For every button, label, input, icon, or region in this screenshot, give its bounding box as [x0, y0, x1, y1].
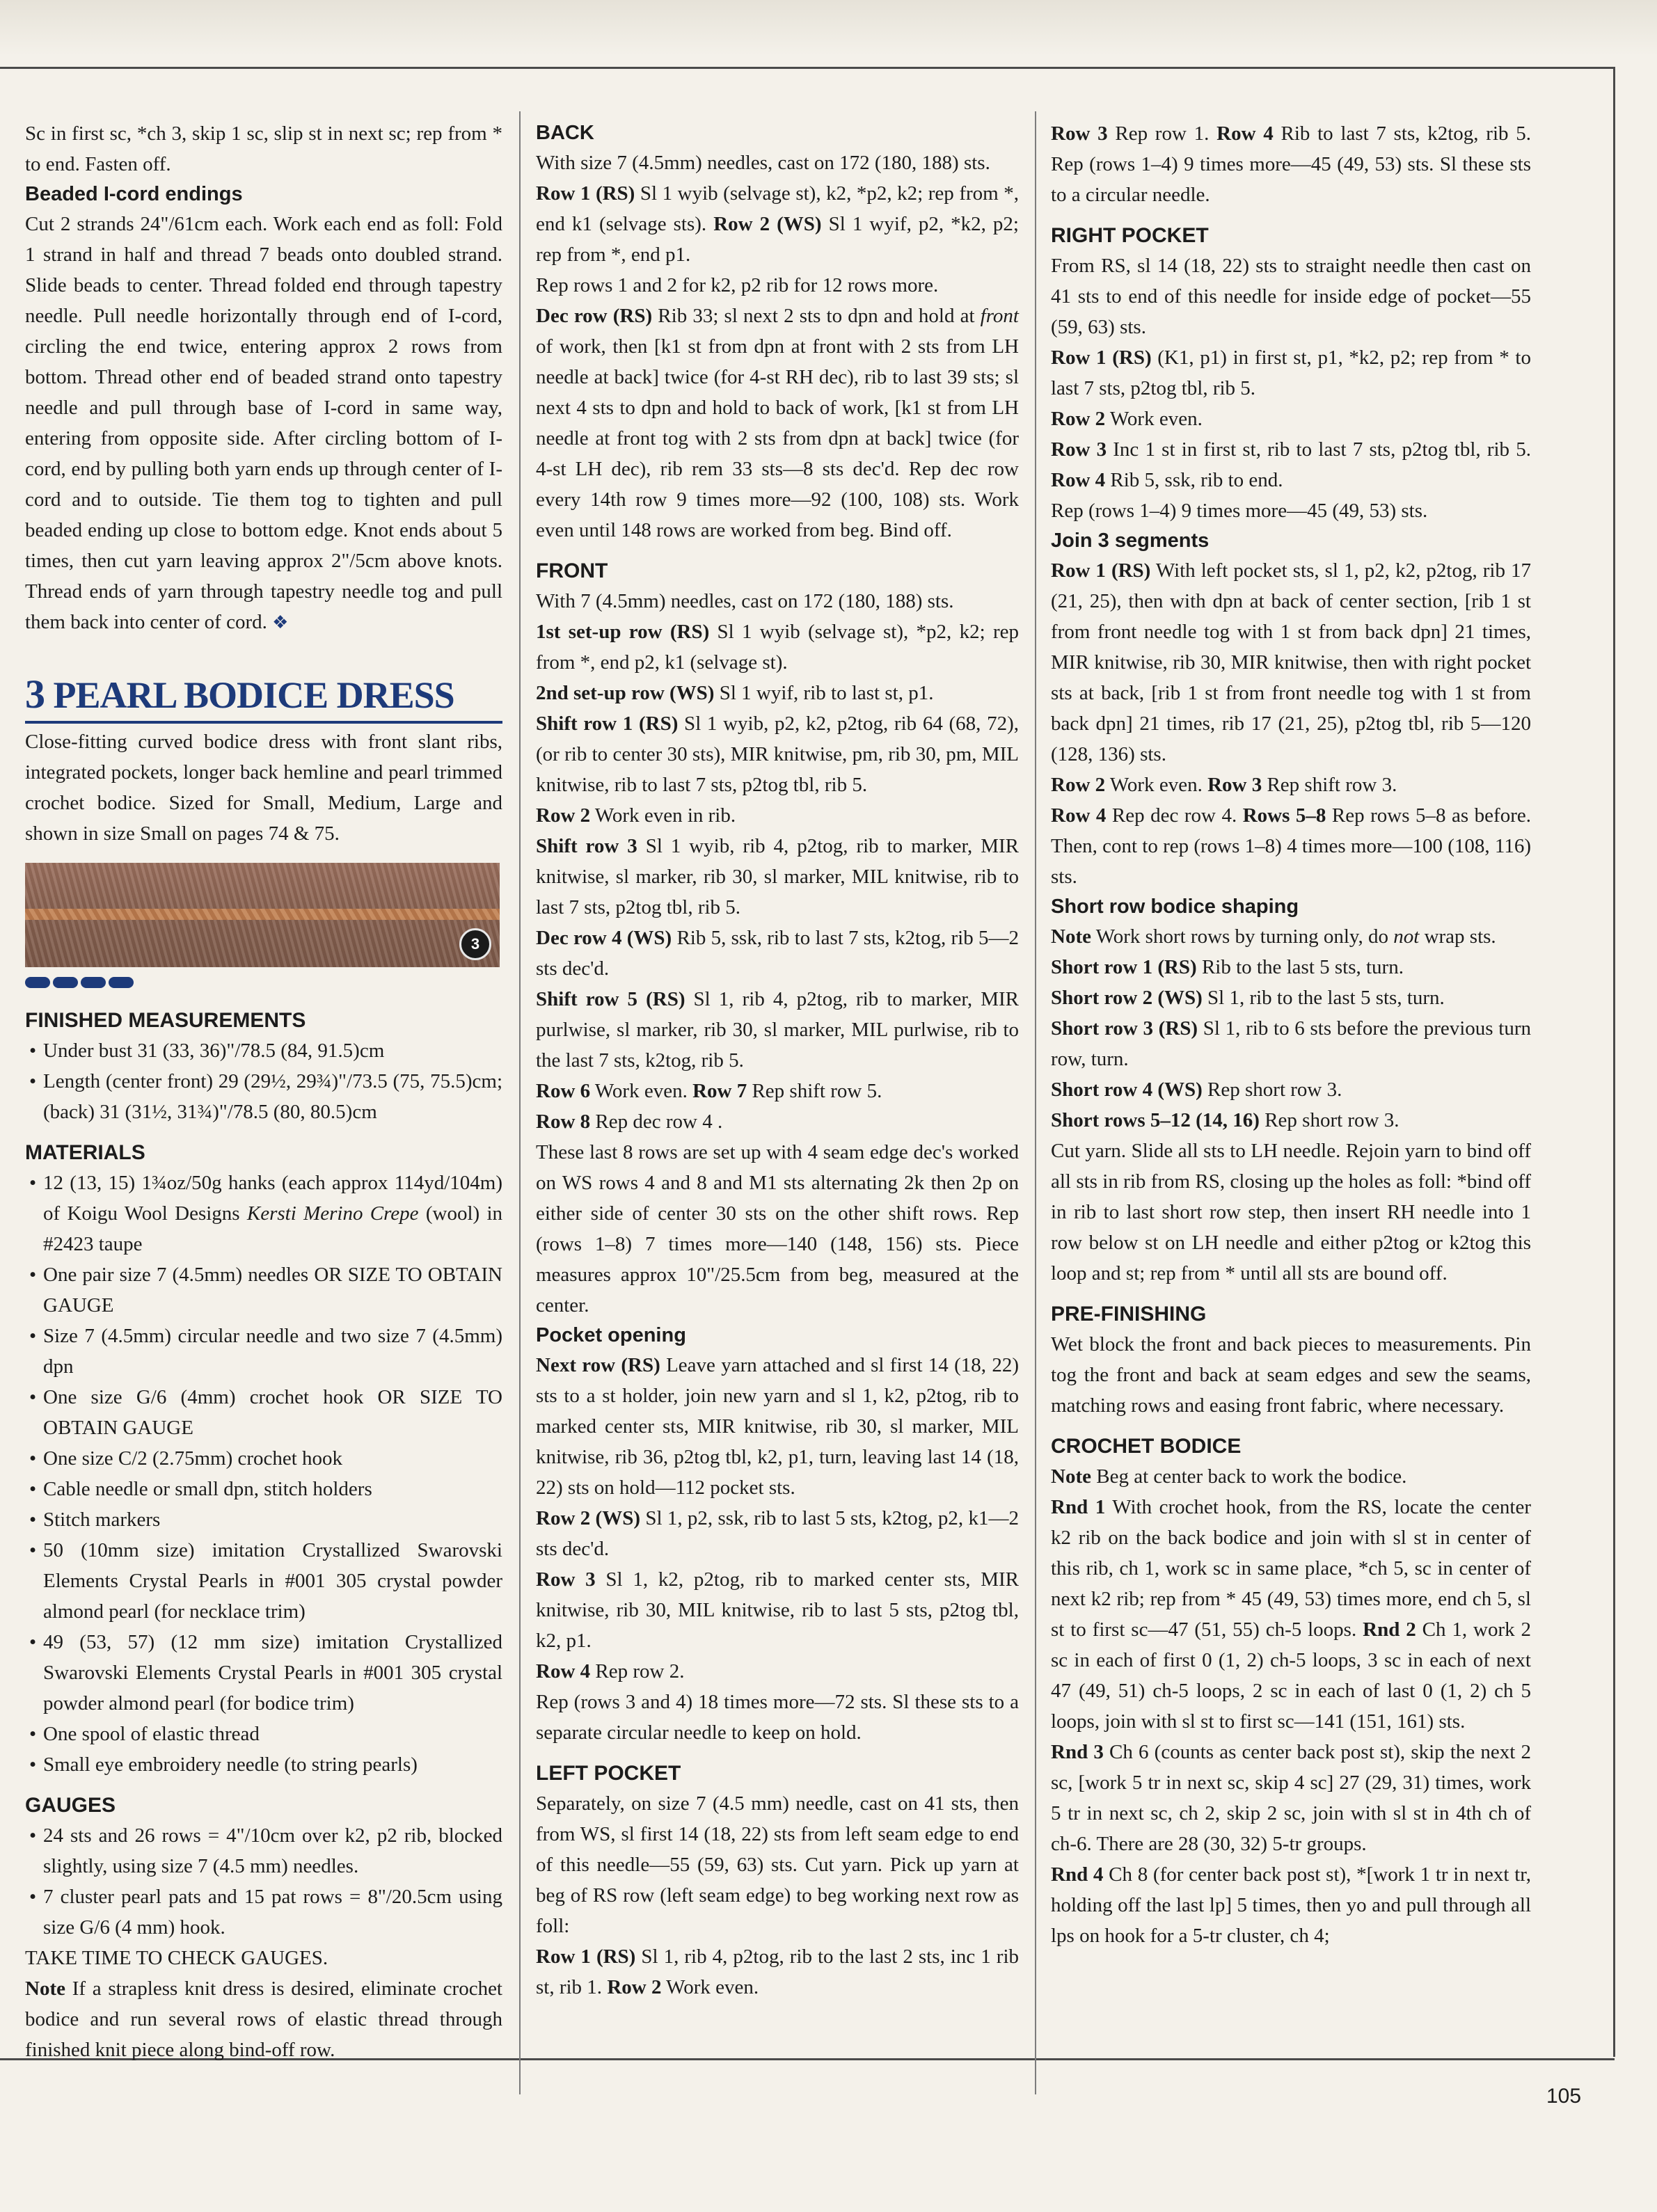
pocket-rep-text: Rep (rows 3 and 4) 18 times more—72 sts. Sl these sts to a separate circular needle to keep on hold. [536, 1691, 1019, 1744]
list-item: • 24 sts and 26 rows = 4"/10cm over k2, p2 rib, blocked slightly, using size 7 (4.5 mm) needles. [25, 1820, 502, 1881]
skill-number-badge: 3 [459, 928, 491, 960]
pattern-title-text: PEARL BODICE DRESS [53, 674, 454, 716]
pattern-title [25, 673, 502, 724]
pre-finishing-heading: PRE-FINISHING [1051, 1303, 1207, 1326]
front-setup-1: 1st set-up row (RS) Sl 1 wyib (selvage st), *p2, k2; rep from *, end p2, k1 (selvage st). [536, 621, 1019, 674]
right-pocket-row-1: Row 1 (RS) (K1, p1) in first st, p1, *k2, p2; rep from * to last 7 sts, p2tog tbl, rib 5. [1051, 347, 1531, 399]
crochet-note: Note Beg at center back to work the bodice. [1051, 1465, 1407, 1488]
finished-measurements-heading: FINISHED MEASUREMENTS [25, 1009, 306, 1032]
materials-list [25, 1168, 502, 1780]
list-item: • Cable needle or small dpn, stitch holders [25, 1474, 502, 1504]
front-setup-2: 2nd set-up row (WS) Sl 1 wyif, rib to last st, p1. [536, 682, 934, 704]
front-row-2: Row 2 Work even in rib. [536, 804, 736, 827]
list-item: • 7 cluster pearl pats and 15 pat rows = 8"/20.5cm using size G/6 (4 mm) hook. [25, 1881, 502, 1943]
left-pocket-rows: Row 1 (RS) Sl 1, rib 4, p2tog, rib to the last 2 sts, inc 1 rib st, rib 1. Row 2 Work even. [536, 1946, 1019, 1998]
back-dec-row: Dec row (RS) Rib 33; sl next 2 sts to dpn and hold at front of work, then [k1 st from dpn at front with 2 sts from LH needle at back] twice (for 4-st RH dec), rib to last 39 sts; sl next 4 sts to dpn and hold to back of work, [k1 st from LH needle at front tog with 2 sts from dpn at back] twice (for 4-st LH dec), rib rem 33 sts—8 sts dec'd. Rep dec row every 14th row 9 times more—92 (100, 108) sts. Work even until 148 rows are worked from beg. Bind off. [536, 305, 1019, 541]
list-item: • Small eye embroidery needle (to string pearls) [25, 1749, 502, 1780]
end-mark-icon: ❖ [272, 612, 289, 632]
list-item: • Under bust 31 (33, 36)"/78.5 (84, 91.5)cm [25, 1035, 502, 1066]
join-row-1: Row 1 (RS) With left pocket sts, sl 1, p2, k2, p2tog, rib 17 (21, 25), then with dpn at back of center section, [rib 1 st from front needle tog with 1 st from back dpn] 21 times, MIR knitwise, rib 30, MIR knitwise, then with right pocket sts at back, [rib 1 st from front needle tog with 1 st from back dpn] 21 times, rib 17 (21, 25), p2tog tbl, rib 5—120 (128, 136) sts. [1051, 559, 1531, 765]
list-item: • One spool of elastic thread [25, 1719, 502, 1749]
cut-yarn-text: Cut yarn. Slide all sts to LH needle. Rejoin yarn to bind off all sts in rib from RS, closing up the holes as foll: *bind off in rib to last short row step, then insert RH needle into 1 row below st on LH needle and either p2tog or k2tog this loop and st; rep from * until all sts are bound off. [1051, 1140, 1531, 1284]
pattern-description: Close-fitting curved bodice dress with front slant ribs, integrated pockets, longer back hemline and pearl trimmed crochet bodice. Sized for Small, Medium, Large and shown in size Small on pages 74 & 75. [25, 731, 502, 845]
short-rows-5-12: Short rows 5–12 (14, 16) Rep short row 3. [1051, 1109, 1400, 1131]
pocket-row-2: Row 2 (WS) Sl 1, p2, ssk, rib to last 5 sts, k2tog, p2, k1—2 sts dec'd. [536, 1507, 1019, 1560]
column-2 [536, 118, 1019, 2003]
yarn-swatch-image [25, 863, 500, 967]
crochet-rnd-4: Rnd 4 Ch 8 (for center back post st), *[work 1 tr in next tr, holding off the last lp] 5 times, then yo and pull through all lps on hook for a 5-tr cluster, ch 4; [1051, 1863, 1531, 1947]
pattern-number: 3 [25, 671, 45, 717]
skill-bar-icon [109, 977, 134, 988]
pre-finishing-text: Wet block the front and back pieces to measurements. Pin tog the front and back at seam edges and sew the seams, matching rows and easing front fabric, where necessary. [1051, 1333, 1531, 1417]
list-item: • One pair size 7 (4.5mm) needles OR SIZE TO OBTAIN GAUGE [25, 1259, 502, 1321]
column-3 [1051, 118, 1531, 1951]
beaded-text: Cut 2 strands 24"/61cm each. Work each end as foll: Fold 1 strand in half and thread 7 beads onto doubled strand. Slide beads to center. Thread folded end through tapestry needle. Pull needle horizontally through end of I-cord, circling the end twice, entering approx 2 rows from bottom. Thread other end of beaded strand onto tapestry needle and pull through base of I-cord in same way, entering from opposite side. After circling bottom of I-cord, end by pulling both yarn ends up through center of I-cord and to outside. Tie them tog to tighten and pull beaded ending up close to bottom edge. Knot ends about 5 times, then cut yarn leaving approx 2"/5cm above knots. Thread ends of yarn through tapestry needle tog and pull them back into center of cord. ❖ [25, 213, 502, 633]
gauges-list [25, 1820, 502, 1943]
left-pocket-text: Separately, on size 7 (4.5 mm) needle, cast on 41 sts, then from WS, sl first 14 (18, 22) sts from left seam edge to end of this needle—55 (59, 63) sts. Cut yarn. Pick up yarn at beg of RS row (left seam edge) to beg working next row as foll: [536, 1792, 1019, 1937]
short-row-2: Short row 2 (WS) Sl 1, rib to the last 5 sts, turn. [1051, 987, 1445, 1009]
skill-bar-icon [81, 977, 106, 988]
list-item: • 12 (13, 15) 1¾oz/50g hanks (each approx 114yd/104m) of Koigu Wool Designs Kersti Merino Crepe (wool) in #2423 taupe [25, 1168, 502, 1259]
crochet-rnd-3: Rnd 3 Ch 6 (counts as center back post st), skip the next 2 sc, [work 5 tr in next sc, skip 4 sc] 27 (29, 31) times, work 5 tr in next sc, ch 2, skip 2 sc, join with sl st in 4th ch of ch-6. There are 28 (30, 32) 5-tr groups. [1051, 1741, 1531, 1855]
short-row-4: Short row 4 (WS) Rep short row 3. [1051, 1079, 1342, 1101]
right-pocket-heading: RIGHT POCKET [1051, 224, 1209, 247]
right-pocket-row-2: Row 2 Work even. [1051, 408, 1203, 430]
short-row-3: Short row 3 (RS) Sl 1, rib to 6 sts before the previous turn row, turn. [1051, 1017, 1531, 1070]
list-item: • 49 (53, 57) (12 mm size) imitation Crystallized Swarovski Elements Crystal Pearls in #001 305 crystal powder almond pearl (for bodice trim) [25, 1627, 502, 1719]
back-row-1-2: Row 1 (RS) Sl 1 wyib (selvage st), k2, *p2, k2; rep from *, end k1 (selvage sts). Row 2 (WS) Sl 1 wyif, p2, *k2, p2; rep from *, end p1. [536, 182, 1019, 266]
beaded-heading: Beaded I-cord endings [25, 183, 243, 205]
right-pocket-row-3-4: Row 3 Inc 1 st in first st, rib to last 7 sts, p2tog tbl, rib 5. Row 4 Rib 5, ssk, rib to end. [1051, 438, 1531, 491]
list-item: • Stitch markers [25, 1504, 502, 1535]
join-row-4-8: Row 4 Rep dec row 4. Rows 5–8 Rep rows 5–8 as before. Then, cont to rep (rows 1–8) 4 times more—100 (108, 116) sts. [1051, 804, 1531, 888]
front-heading: FRONT [536, 559, 608, 582]
back-text: With size 7 (4.5mm) needles, cast on 172 (180, 188) sts. [536, 152, 990, 174]
back-heading: BACK [536, 122, 594, 144]
join-row-2-3: Row 2 Work even. Row 3 Rep shift row 3. [1051, 774, 1397, 796]
front-dec-4: Dec row 4 (WS) Rib 5, ssk, rib to last 7 sts, k2tog, rib 5—2 sts dec'd. [536, 927, 1019, 980]
crochet-bodice-heading: CROCHET BODICE [1051, 1435, 1242, 1458]
back-rep-rows: Rep rows 1 and 2 for k2, p2 rib for 12 rows more. [536, 274, 939, 296]
skill-bar-icon [53, 977, 78, 988]
top-rule [0, 67, 1615, 69]
column-1 [25, 118, 502, 2065]
pocket-row-3: Row 3 Sl 1, k2, p2tog, rib to marked center sts, MIR knitwise, rib 30, MIL knitwise, rib to last 5 sts, p2tog tbl, k2, p1. [536, 1568, 1019, 1652]
gauges-heading: GAUGES [25, 1794, 116, 1817]
front-shift-1: Shift row 1 (RS) Sl 1 wyib, p2, k2, p2tog, rib 64 (68, 72), (or rib to center 30 sts), MIR knitwise, pm, rib 30, pm, MIL knitwise, rib to last 7 sts, p2tog tbl, rib 5. [536, 713, 1019, 796]
pocket-row-4: Row 4 Rep row 2. [536, 1660, 685, 1682]
left-pocket-heading: LEFT POCKET [536, 1762, 681, 1785]
list-item: • Length (center front) 29 (29½, 29¾)"/73.5 (75, 75.5)cm; (back) 31 (31½, 31¾)"/78.5 (80, 80.5)cm [25, 1066, 502, 1127]
right-pocket-text: From RS, sl 14 (18, 22) sts to straight needle then cast on 41 sts to end of this needle for inside edge of pocket—55 (59, 63) sts. [1051, 255, 1531, 338]
note-paragraph: Note If a strapless knit dress is desired, eliminate crochet bodice and run several rows of elastic thread through finished knit piece along bind-off row. [25, 1978, 502, 2061]
right-pocket-rep: Rep (rows 1–4) 9 times more—45 (49, 53) sts. [1051, 500, 1428, 522]
pocket-next-row: Next row (RS) Leave yarn attached and sl first 14 (18, 22) sts to a st holder, join new yarn and sl 1, k2, p2tog, rib to marked center sts, MIR knitwise, rib 30, sl marker, MIL knitwise, rib 36, p2tog tbl, k2, p1, turn, leaving last 14 (18, 22) sts on hold—112 pocket sts. [536, 1354, 1019, 1499]
page-number: 105 [1546, 2085, 1582, 2108]
front-row-8: Row 8 Rep dec row 4 . [536, 1111, 723, 1133]
column-divider-2 [1035, 111, 1036, 2094]
icord-sample [25, 909, 500, 920]
finished-measurements-list [25, 1035, 502, 1127]
front-these-text: These last 8 rows are set up with 4 seam edge dec's worked on WS rows 4 and 8 and M1 sts alternating 2k then 2p on either side of center 30 sts on the other shift rows. Rep (rows 1–8) 7 times more—140 (148, 156) sts. Piece measures approx 10"/25.5cm from beg, measured at the center. [536, 1141, 1019, 1316]
join-heading: Join 3 segments [1051, 530, 1210, 552]
list-item: • One size C/2 (2.75mm) crochet hook [25, 1443, 502, 1474]
right-rule [1613, 67, 1615, 2057]
skill-bar-icon [25, 977, 50, 988]
short-row-1: Short row 1 (RS) Rib to the last 5 sts, turn. [1051, 956, 1404, 978]
crochet-rnd-1-2: Rnd 1 With crochet hook, from the RS, locate the center k2 rib on the back bodice and join with sl st in center of this rib, ch 1, work sc in same place, *ch 5, sc in center of next k2 rib; rep from * 45 (49, 53) times more, end ch 5, sl st to first sc—47 (51, 55) ch-5 loops. Rnd 2 Ch 1, work 2 sc in each of first 0 (1, 2) ch-5 loops, 3 sc in each of next 47 (49, 51) ch-5 loops, 2 sc in each of last 0 (1, 2) ch 5 loops, join with sl st to first sc—141 (151, 161) sts. [1051, 1496, 1532, 1733]
materials-heading: MATERIALS [25, 1141, 145, 1164]
list-item: • Size 7 (4.5mm) circular needle and two size 7 (4.5mm) dpn [25, 1321, 502, 1382]
list-item: • One size G/6 (4mm) crochet hook OR SIZE TO OBTAIN GAUGE [25, 1382, 502, 1443]
rows-3-4: Row 3 Rep row 1. Row 4 Rib to last 7 sts, k2tog, rib 5. Rep (rows 1–4) 9 times more—45 (49, 53) sts. Sl these sts to a circular needle. [1051, 122, 1531, 206]
front-shift-3: Shift row 3 Sl 1 wyib, rib 4, p2tog, rib to marker, MIR knitwise, sl marker, rib 30, sl marker, MIL knitwise, rib to last 7 sts, p2tog tbl, rib 5. [536, 835, 1020, 918]
list-item: • 50 (10mm size) imitation Crystallized Swarovski Elements Crystal Pearls in #001 305 crystal powder almond pearl (for necklace trim) [25, 1535, 502, 1627]
take-time-text: TAKE TIME TO CHECK GAUGES. [25, 1947, 328, 1969]
skill-level-indicator [25, 977, 502, 988]
short-row-note: Note Work short rows by turning only, do not wrap sts. [1051, 925, 1496, 948]
intro-text: Sc in first sc, *ch 3, skip 1 sc, slip st in next sc; rep from * to end. Fasten off. [25, 122, 502, 175]
short-row-heading: Short row bodice shaping [1051, 896, 1299, 918]
pocket-opening-heading: Pocket opening [536, 1324, 686, 1346]
front-text: With 7 (4.5mm) needles, cast on 172 (180, 188) sts. [536, 590, 954, 612]
front-shift-5: Shift row 5 (RS) Sl 1, rib 4, p2tog, rib to marker, MIR purlwise, sl marker, rib 30, sl marker, MIL purlwise, rib to the last 7 sts, k2tog, rib 5. [536, 988, 1019, 1072]
column-divider-1 [519, 111, 521, 2094]
front-row-6-7: Row 6 Work even. Row 7 Rep shift row 5. [536, 1080, 882, 1102]
